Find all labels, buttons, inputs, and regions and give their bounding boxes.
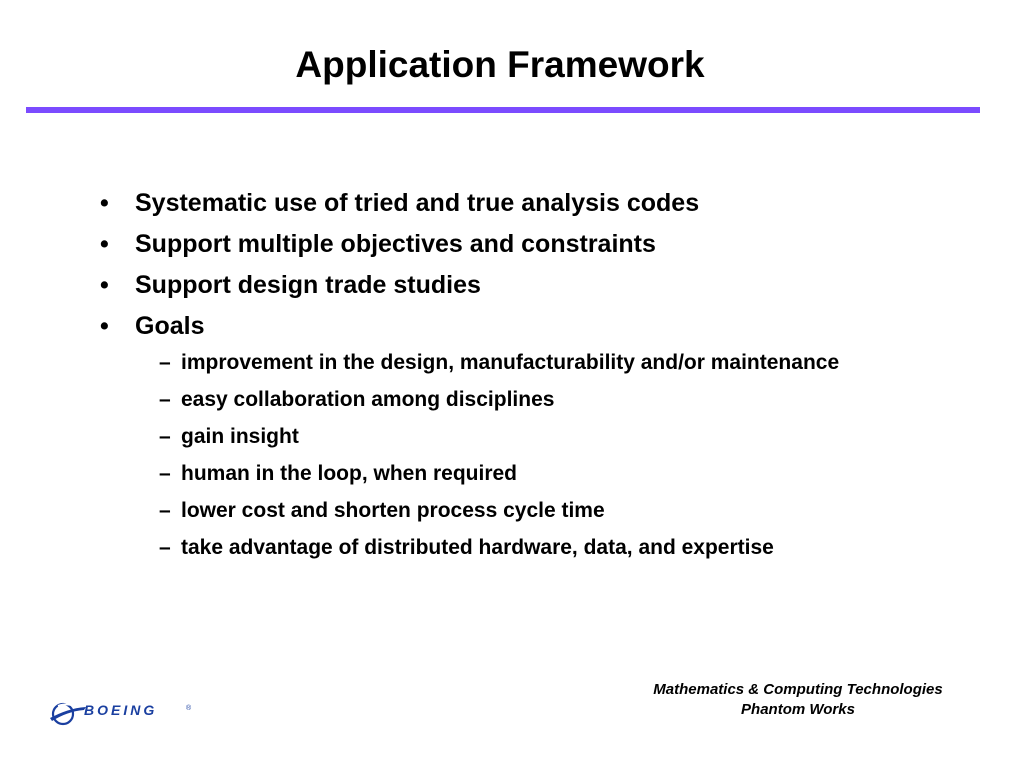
goal-text: lower cost and shorten process cycle time bbox=[181, 499, 605, 522]
dash-marker: – bbox=[159, 425, 171, 448]
goal-item bbox=[159, 422, 976, 451]
footer-division: Phantom Works bbox=[741, 701, 855, 718]
boeing-logo bbox=[48, 698, 198, 728]
dash-marker: – bbox=[159, 536, 171, 559]
bullet-item bbox=[96, 266, 976, 304]
bullet-text: Systematic use of tried and true analysis codes bbox=[135, 189, 700, 217]
goals-sublist bbox=[96, 348, 976, 562]
goal-text: easy collaboration among disciplines bbox=[181, 388, 555, 411]
bullet-text: Support multiple objectives and constraints bbox=[135, 230, 656, 258]
goal-text: take advantage of distributed hardware, data, and expertise bbox=[181, 536, 774, 559]
bullet-list bbox=[96, 184, 976, 570]
footer bbox=[608, 680, 988, 720]
bullet-item-goals bbox=[96, 307, 976, 345]
boeing-wordmark: BOEING bbox=[84, 702, 158, 718]
bullet-marker: • bbox=[100, 230, 109, 258]
goal-item bbox=[159, 385, 976, 414]
bullet-text: Goals bbox=[135, 312, 205, 340]
bullet-item bbox=[96, 184, 976, 222]
bullet-item bbox=[96, 225, 976, 263]
goal-item bbox=[159, 496, 976, 525]
goal-item bbox=[159, 533, 976, 562]
goal-text: human in the loop, when required bbox=[181, 462, 518, 485]
bullet-text: Support design trade studies bbox=[135, 271, 481, 299]
slide-title: Application Framework bbox=[295, 44, 705, 85]
footer-org: Mathematics & Computing Technologies bbox=[653, 681, 943, 698]
bullet-marker: • bbox=[100, 312, 109, 340]
goal-item bbox=[159, 459, 976, 488]
bullet-marker: • bbox=[100, 271, 109, 299]
title-divider bbox=[26, 107, 980, 113]
dash-marker: – bbox=[159, 462, 171, 485]
goal-item bbox=[159, 348, 976, 377]
goal-text: improvement in the design, manufacturability and/or maintenance bbox=[181, 351, 840, 374]
bullet-marker: • bbox=[100, 189, 109, 217]
dash-marker: – bbox=[159, 388, 171, 411]
dash-marker: – bbox=[159, 351, 171, 374]
boeing-symbol-icon bbox=[50, 704, 86, 724]
registered-mark: ® bbox=[186, 705, 192, 712]
goal-text: gain insight bbox=[181, 425, 299, 448]
dash-marker: – bbox=[159, 499, 171, 522]
